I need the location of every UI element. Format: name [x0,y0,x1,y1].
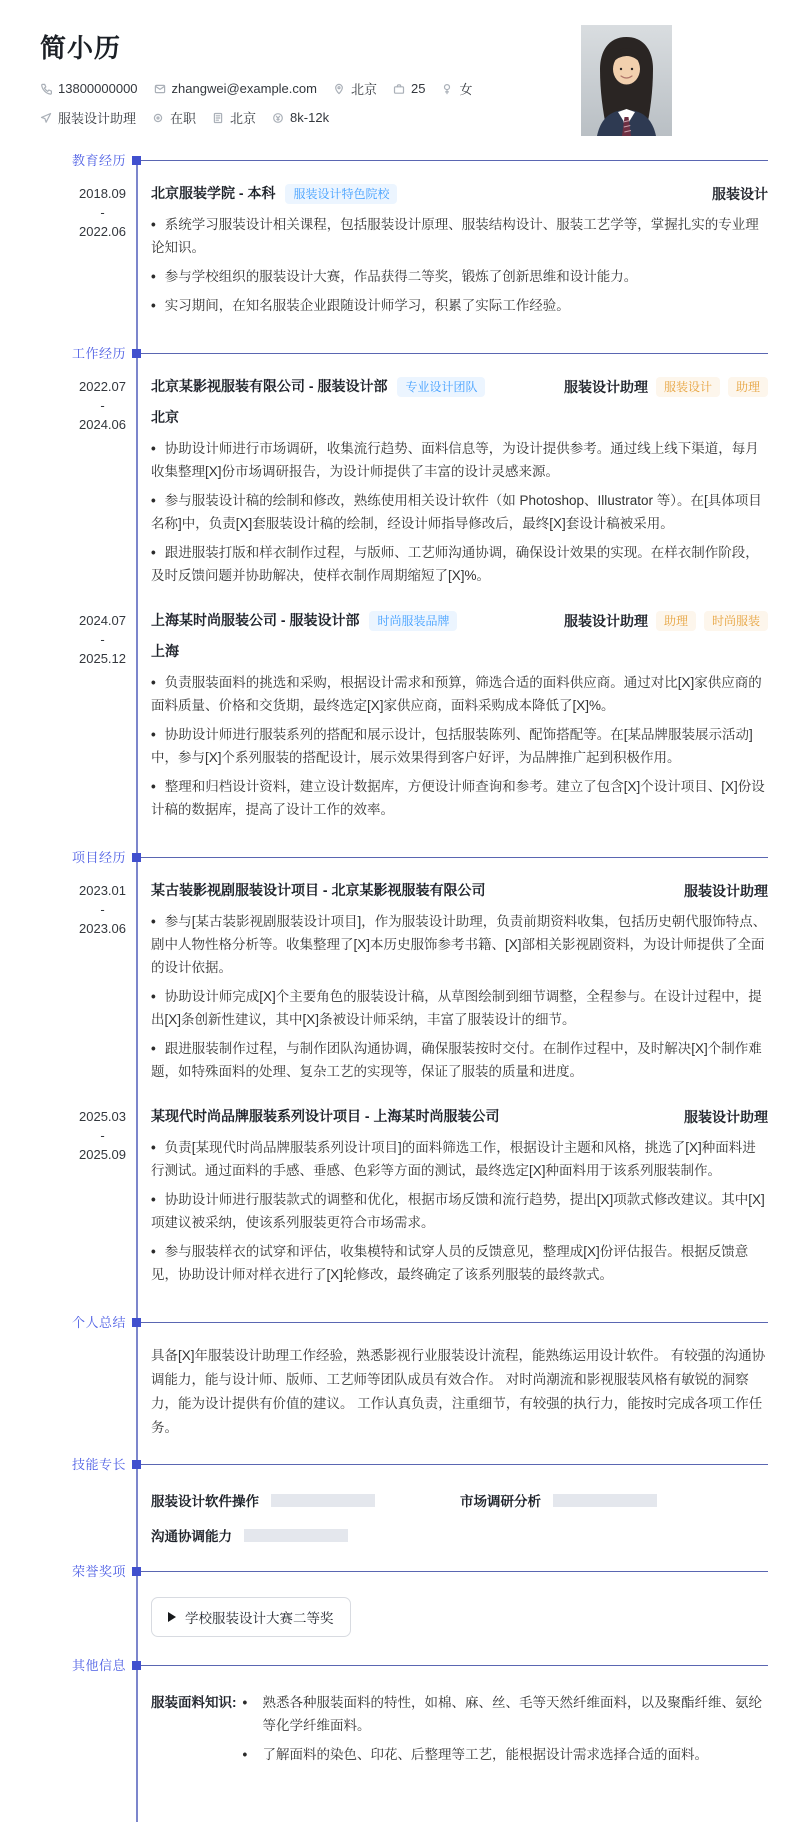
gender-icon [441,83,453,95]
status-icon [152,112,164,124]
edu-bullet: • 参与学校组织的服装设计大赛，作品获得二等奖，锻炼了创新思维和设计能力。 [151,265,768,288]
section-rule [137,353,768,354]
other-category: 服装面料知识: [151,1695,237,1710]
project-bullet: • 负责[某现代时尚品牌服装系列设计项目]的面料筛选工作，根据设计主题和风格，挑选了[X]种面料进行测试。通过面料的手感、垂感、色彩等方面的测试，最终选定[X]种面料用于该系列服装制作。 [151,1136,768,1182]
date-range: 2022.07 - 2024.06 [79,379,126,432]
skills-grid [151,1490,768,1545]
edu-bullet: • 实习期间，在知名服装企业跟随设计师学习，积累了实际工作经验。 [151,294,768,317]
project-name: 某古装影视剧服装设计项目 - 北京某影视服装有限公司 [151,882,486,898]
gender-item [441,79,472,98]
project-entry-1 [0,879,794,1089]
position-tag: 服装设计 [656,377,720,397]
section-skills [0,1454,794,1561]
age-icon [393,83,405,95]
candidate-name: 简小历 [40,33,122,63]
section-head-projects [0,847,794,867]
skill-bar [553,1494,657,1507]
play-icon [168,1612,176,1622]
status-text: 在职 [170,111,197,126]
skill-name: 沟通协调能力 [151,1529,232,1544]
project-entry-2 [0,1105,794,1292]
project-bullet: • 参与[某古装影视剧服装设计项目]，作为服装设计助理，负责前期资料收集，包括历史朝代服饰特点、剧中人物性格分析等。收集整理了[X]本历史服饰参考书籍、[X]部相关影视剧资料，为设计师提供了全面的设计依据。 [151,910,768,979]
work-bullet: • 整理和归档设计资料，建立设计数据库，方便设计师查询和参考。建立了包含[X]个设计项目、[X]份设计稿的数据库，提高了设计工作的效率。 [151,775,768,821]
summary-text: 具备[X]年服装设计助理工作经验，熟悉影视行业服装设计流程，能熟练运用设计软件。 有较强的沟通协调能力，能与设计师、版师、工艺师等团队成员有效合作。 对时尚潮流和影视服装风格有敏锐的洞察力，能为设计提供有价值的建议。 工作认真负责，注重细节，有较强的执行力，能按时完成各项工作任务。 [151,1348,766,1435]
section-awards [0,1561,794,1655]
work-location: 上海 [151,643,179,659]
section-label-other: 其他信息 [71,1658,126,1673]
date-range: 2024.07 - 2025.12 [79,613,126,666]
edu-bullet: • 系统学习服装设计相关课程，包括服装设计原理、服装结构设计、服装工艺学等，掌握扎实的专业理论知识。 [151,213,768,259]
major-name: 服装设计 [712,185,768,202]
section-label-education: 教育经历 [71,153,126,168]
school-name: 北京服装学院 - 本科 [151,185,276,201]
section-head-skills [0,1454,794,1474]
skill-name: 服装设计软件操作 [151,1494,259,1509]
location-item [333,79,377,98]
date-range: 2018.09 - 2022.06 [79,186,126,239]
date-range: 2023.01 - 2023.06 [79,883,126,936]
other-bullet: • 熟悉各种服装面料的特性，如棉、麻、丝、毛等天然纤维面料，以及聚酯纤维、氨纶等化学纤维面料。 [243,1691,769,1737]
section-rule [137,857,768,858]
section-label-awards: 荣誉奖项 [71,1564,126,1579]
age-item [393,81,425,96]
position-tag: 时尚服装 [704,611,768,631]
section-work [0,343,794,847]
section-label-summary: 个人总结 [71,1315,126,1330]
section-rule [137,1322,768,1323]
profile-photo [581,25,672,136]
gender-text: 女 [459,82,473,97]
school-tag: 服装设计特色院校 [285,184,397,204]
company-name: 上海某时尚服装公司 - 服装设计部 [151,612,360,628]
section-head-awards [0,1561,794,1581]
section-head-summary [0,1312,794,1332]
position-name: 服装设计助理 [563,612,648,629]
city-item [212,108,256,127]
work-bullet: • 协助设计师进行服装系列的搭配和展示设计，包括服装陈列、配饰搭配等。在[某品牌服装展示活动]中，参与[X]个系列服装的搭配设计，展示效果得到客户好评，为品牌推广起到积极作用。 [151,723,768,769]
resume-body [0,150,794,1822]
section-head-work [0,343,794,363]
skill-bar [244,1529,348,1542]
city-text: 北京 [230,111,257,126]
city-icon [212,112,224,124]
work-bullet: • 负责服装面料的挑选和采购，根据设计需求和预算，筛选合适的面料供应商。通过对比[X]家供应商的面料质量、价格和交货期，最终选定[X]家供应商，面料采购成本降低了[X]%。 [151,671,768,717]
work-location: 北京 [151,409,179,425]
skill-bar [271,1494,375,1507]
position-name: 服装设计助理 [563,378,648,395]
position-tag: 助理 [656,611,696,631]
phone-item [40,81,138,96]
section-label-projects: 项目经历 [71,850,126,865]
section-projects [0,847,794,1312]
project-bullet: • 跟进服装制作过程，与制作团队沟通协调，确保服装按时交付。在制作过程中，及时解决[X]个制作难题，如特殊面料的处理、复杂工艺的实现等，保证了服装的质量和进度。 [151,1037,768,1083]
section-rule [137,1571,768,1572]
project-bullet: • 协助设计师完成[X]个主要角色的服装设计稿，从草图绘制到细节调整，全程参与。在设计过程中，提出[X]条创新性建议，其中[X]条被设计师采纳，丰富了服装设计的细节。 [151,985,768,1031]
skill-item [460,1490,768,1510]
section-head-other [0,1655,794,1675]
job-item [40,108,136,127]
other-info-row [151,1691,768,1772]
section-rule [137,1665,768,1666]
location-icon [333,83,345,95]
contact-row-2 [40,108,794,127]
education-entry [0,182,794,323]
job-text: 服装设计助理 [58,111,137,126]
project-bullet: • 协助设计师进行服装款式的调整和优化，根据市场反馈和流行趋势，提出[X]项款式修改建议。其中[X]项建议被采纳，使该系列服装更符合市场需求。 [151,1188,768,1234]
skill-item [151,1490,460,1510]
project-bullet: • 参与服装样衣的试穿和评估，收集模特和试穿人员的反馈意见，整理成[X]份评估报告。根据反馈意见，协助设计师对样衣进行了[X]轮修改，最终确定了该系列服装的最终款式。 [151,1240,768,1286]
contact-row-1 [40,79,794,98]
work-entry-2 [0,609,794,827]
skill-name: 市场调研分析 [460,1494,541,1509]
section-rule [137,1464,768,1465]
salary-text: 8k-12k [290,110,330,125]
bullet-dot: • [242,1747,248,1762]
work-entry-1 [0,375,794,593]
section-summary [0,1312,794,1454]
phone-text: 13800000000 [58,81,138,96]
award-chip[interactable] [151,1597,351,1637]
award-text: 学校服装设计大赛二等奖 [185,1611,334,1626]
phone-icon [40,83,52,95]
work-bullet: • 参与服装设计稿的绘制和修改，熟练使用相关设计软件（如 Photoshop、Illustrator 等）。在[具体项目名称]中，负责[X]套服装设计稿的绘制，经设计师指导修改后，最终[X]套设计稿被采用。 [151,489,768,535]
date-range: 2025.03 - 2025.09 [79,1109,126,1162]
email-item [154,81,317,96]
bullet-dot: • [242,1695,248,1710]
salary-item [272,110,329,125]
company-name: 北京某影视服装有限公司 - 服装设计部 [151,378,388,394]
age-text: 25 [410,81,426,96]
section-label-skills: 技能专长 [71,1457,126,1472]
job-icon [40,112,52,124]
skill-item [151,1525,460,1545]
company-tag: 专业设计团队 [397,377,485,397]
position-tag: 助理 [728,377,768,397]
project-role: 服装设计助理 [684,882,768,899]
project-name: 某现代时尚品牌服装系列设计项目 - 上海某时尚服装公司 [151,1108,500,1124]
status-item [152,108,196,127]
salary-icon [272,112,284,124]
section-education [0,150,794,343]
resume-header [0,0,794,150]
work-bullet: • 跟进服装打版和样衣制作过程，与版师、工艺师沟通协调，确保设计效果的实现。在样衣制作阶段，及时反馈问题并协助解决，使样衣制作周期缩短了[X]%。 [151,541,768,587]
company-tag: 时尚服装品牌 [369,611,457,631]
email-text: zhangwei@example.com [171,81,317,96]
section-rule [137,160,768,161]
other-bullet: • 了解面料的染色、印花、后整理等工艺，能根据设计需求选择合适的面料。 [243,1743,769,1766]
project-role: 服装设计助理 [684,1108,768,1125]
mail-icon [154,83,166,95]
section-head-education [0,150,794,170]
section-other [0,1655,794,1792]
work-bullet: • 协助设计师进行市场调研，收集流行趋势、面料信息等，为设计提供参考。通过线上线下渠道，每月收集整理[X]份市场调研报告，为设计师提供了丰富的设计灵感来源。 [151,437,768,483]
location-text: 北京 [350,82,377,97]
section-label-work: 工作经历 [71,346,126,361]
